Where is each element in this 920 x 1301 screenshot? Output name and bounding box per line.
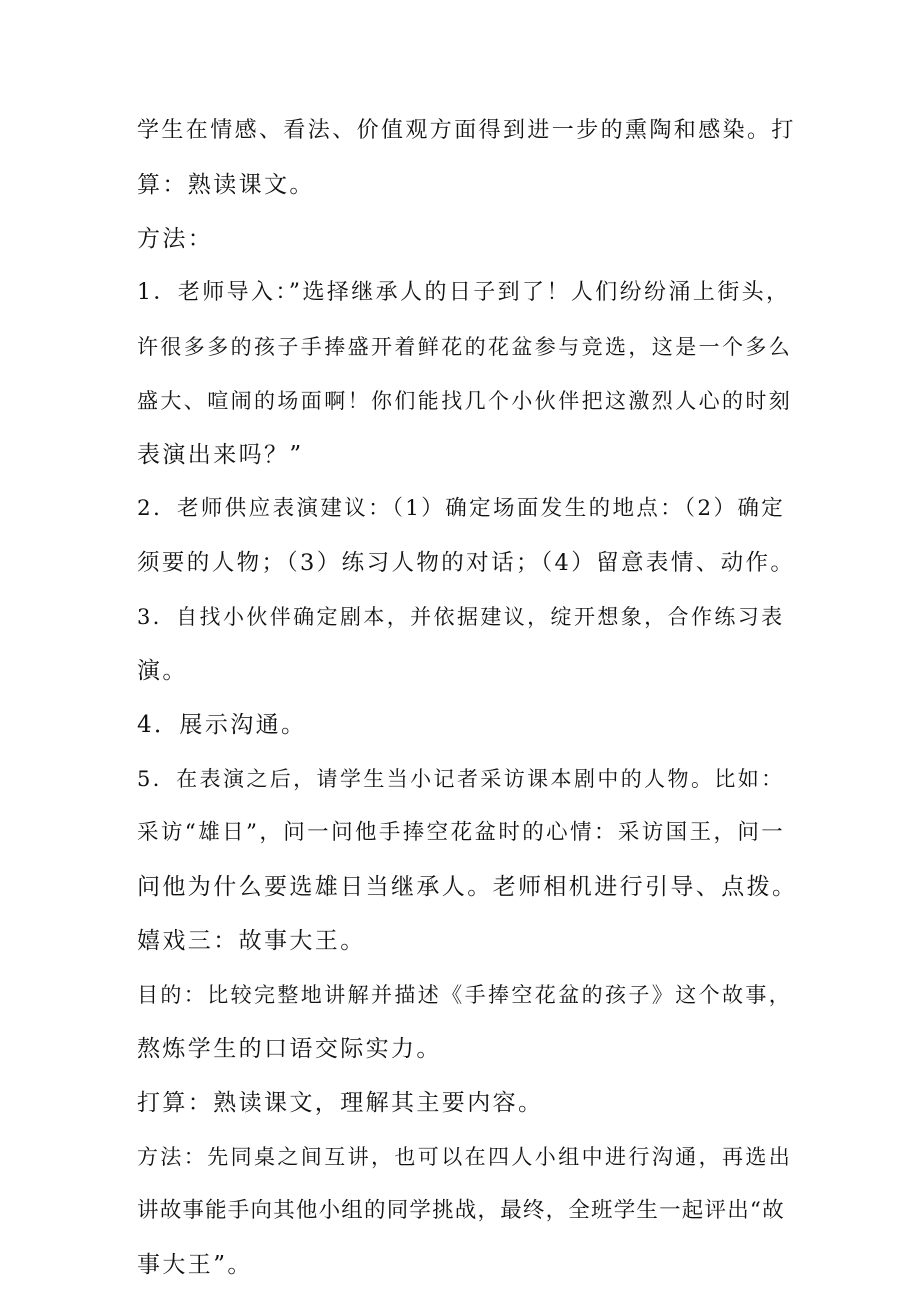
text-line-13: 5．在表演之后，请学生当小记者采访课本剧中的人物。比如： — [137, 767, 785, 791]
text-line-4: 1．老师导入：”选择继承人的日子到了！人们纷纷涌上街头， — [137, 280, 791, 305]
text-line-10: 3．自找小伙伴确定剧本，并依据建议，绽开想象，合作练习表 — [137, 605, 785, 629]
text-line-14: 采访“雄日”，问一问他手捧空花盆时的心情：采访国王，问一 — [137, 820, 786, 845]
text-line-7: 表演出来吗？” — [137, 442, 304, 468]
text-line-18: 熬炼学生的口语交际实力。 — [137, 1036, 442, 1062]
text-line-15: 问他为什么要选雄日当继承人。老师相机进行引导、点拨。 — [137, 874, 798, 900]
text-line-3: 方法： — [137, 226, 214, 252]
text-line-19: 打算：熟读课文，理解其主要内容。 — [137, 1090, 544, 1116]
text-line-22: 事大王”。 — [137, 1252, 253, 1278]
text-line-2: 算：熟读课文。 — [137, 172, 315, 198]
text-line-8: 2．老师供应表演建议：（1）确定场面发生的地点：（2）确定 — [137, 496, 786, 521]
text-line-17: 目的：比较完整地讲解并描述《手捧空花盆的孩子》这个故事， — [137, 983, 793, 1007]
text-line-12: 4．展示沟通。 — [137, 712, 307, 738]
text-line-20: 方法：先同桌之间互讲，也可以在四人小组中进行沟通，再选出 — [137, 1145, 793, 1169]
text-line-6: 盛大、喧闹的场面啊！你们能找几个小伙伴把这激烈人心的时刻 — [137, 389, 793, 413]
document-page — [137, 104, 797, 1292]
text-line-16: 嬉戏三：故事大王。 — [137, 928, 366, 954]
text-line-1: 学生在情感、看法、价值观方面得到进一步的熏陶和感染。打 — [137, 118, 796, 143]
text-line-11: 演。 — [137, 658, 188, 684]
text-line-9: 须要的人物；（3）练习人物的对话；（4）留意表情、动作。 — [137, 550, 796, 576]
text-line-5: 许很多多的孩子手捧盛开着鲜花的花盆参与竞选，这是一个多么 — [137, 335, 793, 359]
text-line-21: 讲故事能手向其他小组的同学挑战，最终，全班学生一起评出“故 — [137, 1198, 785, 1223]
